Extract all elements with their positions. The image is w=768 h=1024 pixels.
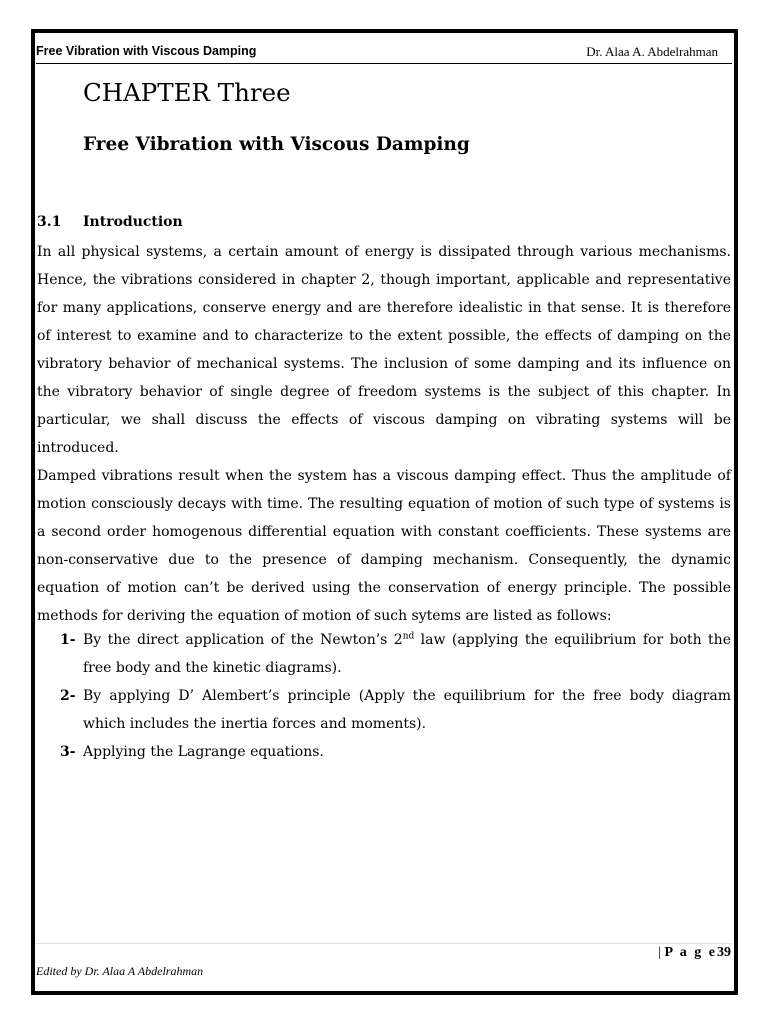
- list-item: [37, 626, 731, 682]
- running-header: [36, 44, 718, 60]
- header-title: Free Vibration with Viscous Damping: [36, 44, 257, 58]
- list-marker: 1-: [60, 632, 76, 648]
- page-label: P a g e: [664, 945, 717, 960]
- list-marker: 2-: [60, 688, 76, 704]
- ordinal-superscript: nd: [402, 631, 415, 642]
- body-text: [37, 238, 731, 630]
- section-number: 3.1: [37, 214, 62, 230]
- section-title: Introduction: [83, 214, 183, 230]
- chapter-subtitle: Free Vibration with Viscous Damping: [83, 134, 470, 155]
- list-marker: 3-: [60, 744, 76, 760]
- methods-list: [37, 626, 731, 766]
- page-separator: |: [658, 945, 661, 960]
- footer-divider: [36, 943, 732, 944]
- list-item: [37, 738, 731, 766]
- page-number-value: 39: [717, 945, 731, 960]
- list-item-text-cont: law (applying the equilibrium for both the free body and the kinetic diagrams).: [83, 632, 731, 676]
- paragraph-1: In all physical systems, a certain amount of energy is dissipated through various mechanisms. Hence, the vibrations considered in chapter 2, though important, applicable and representative for many applications, conserve energy and are therefore idealistic in that sense. It is therefore of interest to examine and to characterize to the extent possible, the effects of damping on the vibratory behavior of mechanical systems. The inclusion of some damping and its influence on the vibratory behavior of single degree of freedom systems is the subject of this chapter. In particular, we shall discuss the effects of viscous damping on vibrating systems will be introduced.: [37, 244, 731, 456]
- chapter-title: CHAPTER Three: [83, 78, 291, 107]
- page-number: [658, 945, 731, 961]
- editor-credit: Edited by Dr. Alaa A Abdelrahman: [36, 964, 204, 978]
- section-heading: [37, 214, 183, 230]
- header-divider: [36, 63, 732, 64]
- header-author: Dr. Alaa A. Abdelrahman: [586, 44, 718, 59]
- paragraph-2: Damped vibrations result when the system has a viscous damping effect. Thus the amplitude of motion consciously decays with time. The resulting equation of motion of such type of systems is a second order homogenous differential equation with constant coefficients. These systems are non-conservative due to the presence of damping mechanism. Consequently, the dynamic equation of motion can’t be derived using the conservation of energy principle. The possible methods for deriving the equation of motion of such sytems are listed as follows:: [37, 468, 731, 624]
- list-item-text: Applying the Lagrange equations.: [83, 744, 324, 760]
- list-item: [37, 682, 731, 738]
- list-item-text: By applying D’ Alembert’s principle (Apply the equilibrium for the free body diagram which includes the inertia forces and moments).: [83, 688, 731, 732]
- list-item-text: By the direct application of the Newton’s 2: [83, 632, 403, 648]
